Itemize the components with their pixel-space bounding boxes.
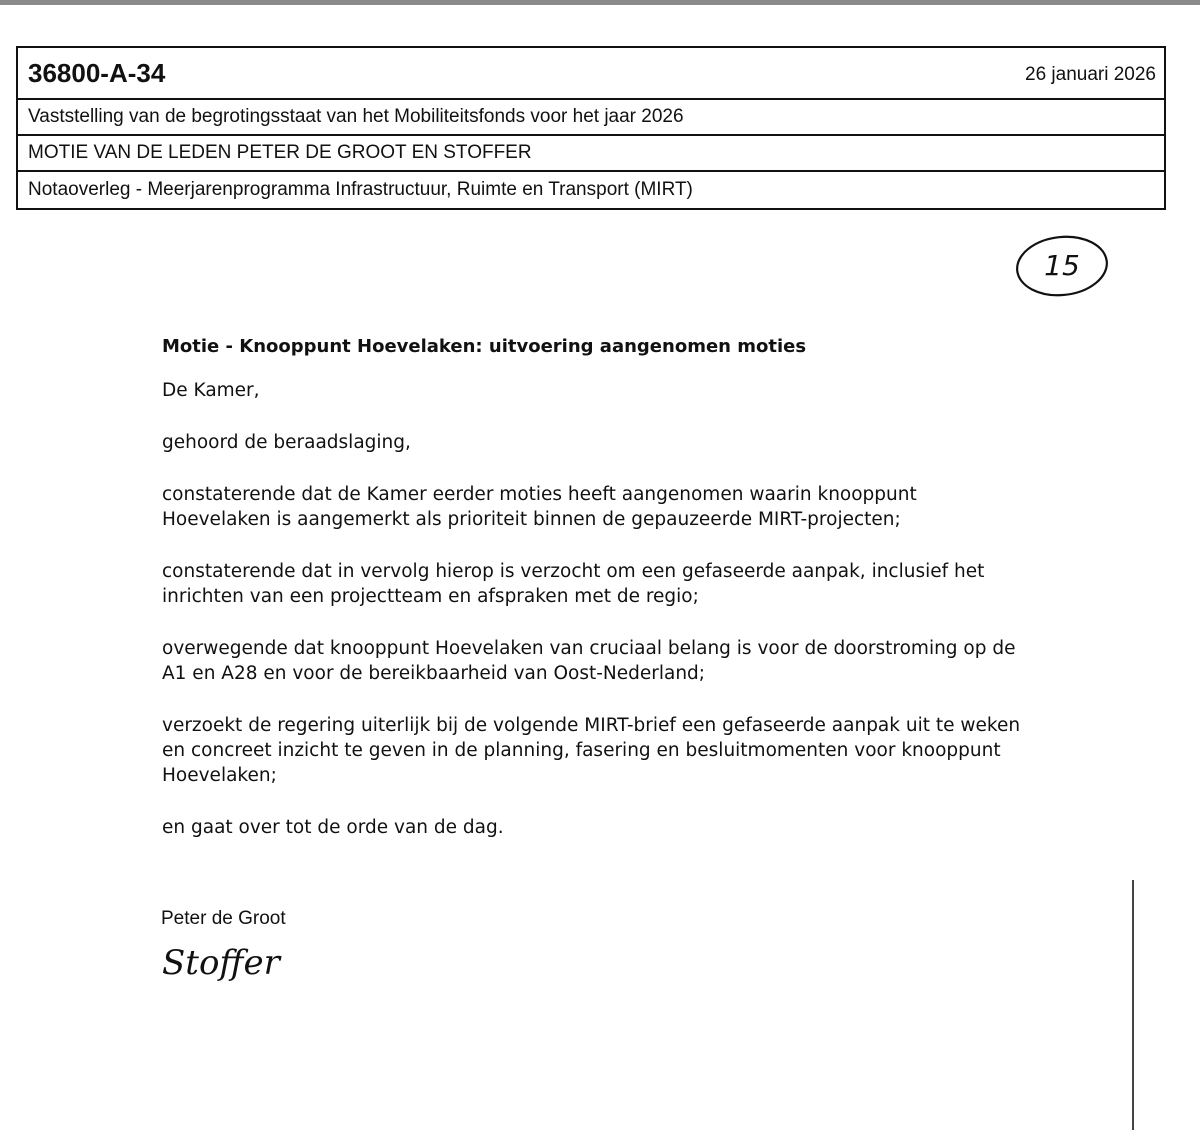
handwritten-number-stamp <box>1012 230 1112 300</box>
meeting-name: Notaoverleg - Meerjarenprogramma Infrastructuur, Ruimte en Transport (MIRT) <box>28 179 693 200</box>
scan-page-edge <box>1132 880 1134 1130</box>
header-row-number <box>18 48 1164 100</box>
motion-paragraph: en gaat over tot de orde van de dag. <box>162 817 504 838</box>
motion-paragraph: verzoekt de regering uiterlijk bij de volgende MIRT-brief een gefaseerde aanpak uit te weken en concreet inzicht te geven in de planning, fasering en besluitmomenten voor knooppunt Hoevelaken; <box>162 715 1021 786</box>
motion-paragraph: De Kamer, <box>162 380 260 401</box>
motion-paragraph: constaterende dat in vervolg hierop is verzocht om een gefaseerde aanpak, inclusief het inrichten van een projectteam en afspraken met de regio; <box>162 561 985 607</box>
header-row-subject <box>18 100 1164 136</box>
document-number: 36800-A-34 <box>28 57 166 88</box>
handwritten-signature <box>160 934 290 990</box>
scan-top-border <box>0 0 1200 5</box>
motion-paragraph: constaterende dat de Kamer eerder moties heeft aangenomen waarin knooppunt Hoevelaken is aangemerkt als prioriteit binnen de gepauzeerde MIRT-projecten; <box>162 484 917 530</box>
document-subject: Vaststelling van de begrotingsstaat van het Mobiliteitsfonds voor het jaar 2026 <box>28 106 684 127</box>
motion-title: Motie - Knooppunt Hoevelaken: uitvoering aangenomen moties <box>162 336 807 357</box>
document-date: 26 januari 2026 <box>1025 64 1156 85</box>
header-row-meeting <box>18 172 1164 208</box>
signature-text: Stoffer <box>162 943 280 983</box>
motion-paragraph: gehoord de beraadslaging, <box>162 432 411 453</box>
motion-paragraph: overwegende dat knooppunt Hoevelaken van cruciaal belang is voor de doorstroming op de A1 en A28 en voor de bereikbaarheid van Oost-Nederland; <box>162 638 1016 684</box>
document-header-table <box>16 46 1166 210</box>
typed-signer-name: Peter de Groot <box>161 908 286 929</box>
motion-type: MOTIE VAN DE LEDEN PETER DE GROOT EN STOFFER <box>28 142 532 163</box>
header-row-motion-type <box>18 136 1164 172</box>
motion-body <box>162 334 1022 867</box>
stamp-number: 15 <box>1044 249 1080 282</box>
